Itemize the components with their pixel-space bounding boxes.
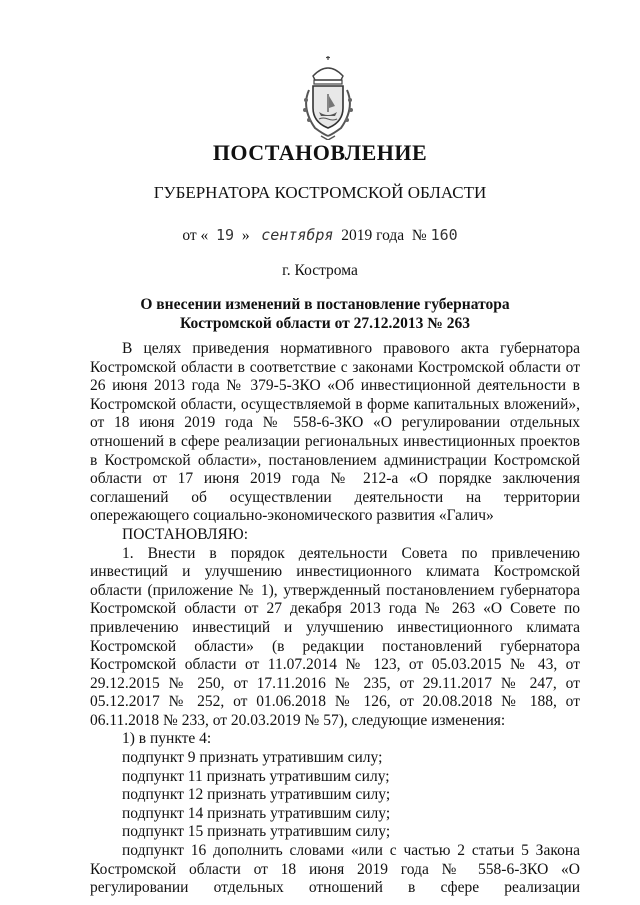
document-number: 160 (430, 226, 458, 244)
document-heading (130, 295, 520, 333)
list-item: подпункт 14 признать утратившим силу; (122, 804, 391, 822)
date-day: 19 (216, 226, 235, 244)
heading-line-1: О внесении изменений в постановление губернатора (140, 296, 510, 313)
document-subtitle: ГУБЕРНАТОРА КОСТРОМСКОЙ ОБЛАСТИ (153, 183, 487, 202)
list-item: подпункт 12 признать утратившим силу; (122, 786, 391, 804)
date-line (0, 226, 640, 245)
city: г. Кострома (282, 262, 358, 279)
item-1-paragraph: 1. Внести в порядок деятельности Совета по привлечению инвестиций и улучшению инвестиционного климата Костромской области (приложение № 1), утвержденный постановлением губернатора Костромской области от 27 декабря 2013 года № 263 «О Совете по привлечению инвестиций и улучшению инвестиционного климата Костромской области» (в редакции постановлений губернатора Костромской области от 11.07.2014 № 123, от 05.03.2015 № 43, от 29.12.2015 № 250, от 17.11.2016 № 235, от 29.11.2017 № 247, от 05.12.2017 № 252, от 01.06.2018 № 126, от 20.08.2018 № 188, от 06.11.2018 № 233, от 20.03.2019 № 57), следующие изменения: (90, 544, 580, 729)
document-body (90, 340, 580, 898)
list-item: подпункт 9 признать утратившим силу; (122, 749, 383, 767)
date-prefix: от « (182, 227, 209, 244)
number-sign: № (411, 227, 427, 244)
decree-word: ПОСТАНОВЛЯЮ: (122, 525, 249, 543)
heading-line-2: Костромской области от 27.12.2013 № 263 (180, 315, 470, 332)
document-title: ПОСТАНОВЛЕНИЕ (212, 140, 428, 165)
item-16-paragraph: подпункт 16 дополнить словами «или с частью 2 статьи 5 Закона Костромской области от 18 июня 2019 года № 558-6-ЗКО «О регулировании отдельных отношений в сфере реализации (90, 842, 580, 897)
date-month: сентября (261, 226, 334, 244)
list-item: подпункт 15 признать утратившим силу; (122, 823, 391, 841)
date-quote-close: » (241, 227, 250, 244)
date-year: 2019 года (341, 227, 405, 244)
subitem-1: 1) в пункте 4: (122, 730, 212, 748)
coat-of-arms-icon (295, 56, 361, 140)
preamble-paragraph: В целях приведения нормативного правового акта губернатора Костромской области в соответствие с законами Костромской области от 26 июня 2013 года № 379-5-ЗКО «Об инвестиционной деятельности в Костромской области, осуществляемой в форме капитальных вложений», от 18 июня 2019 года № 558-6-ЗКО «О регулировании отдельных отношений в сфере реализации региональных инвестиционных проектов в Костромской области», постановлением администрации Костромской области от 17 июня 2019 года № 212-а «О порядке заключения соглашений об осуществлении деятельности на территории опережающего социально-экономического развития «Галич» (90, 340, 580, 525)
list-item: подпункт 11 признать утратившим силу; (122, 767, 390, 785)
